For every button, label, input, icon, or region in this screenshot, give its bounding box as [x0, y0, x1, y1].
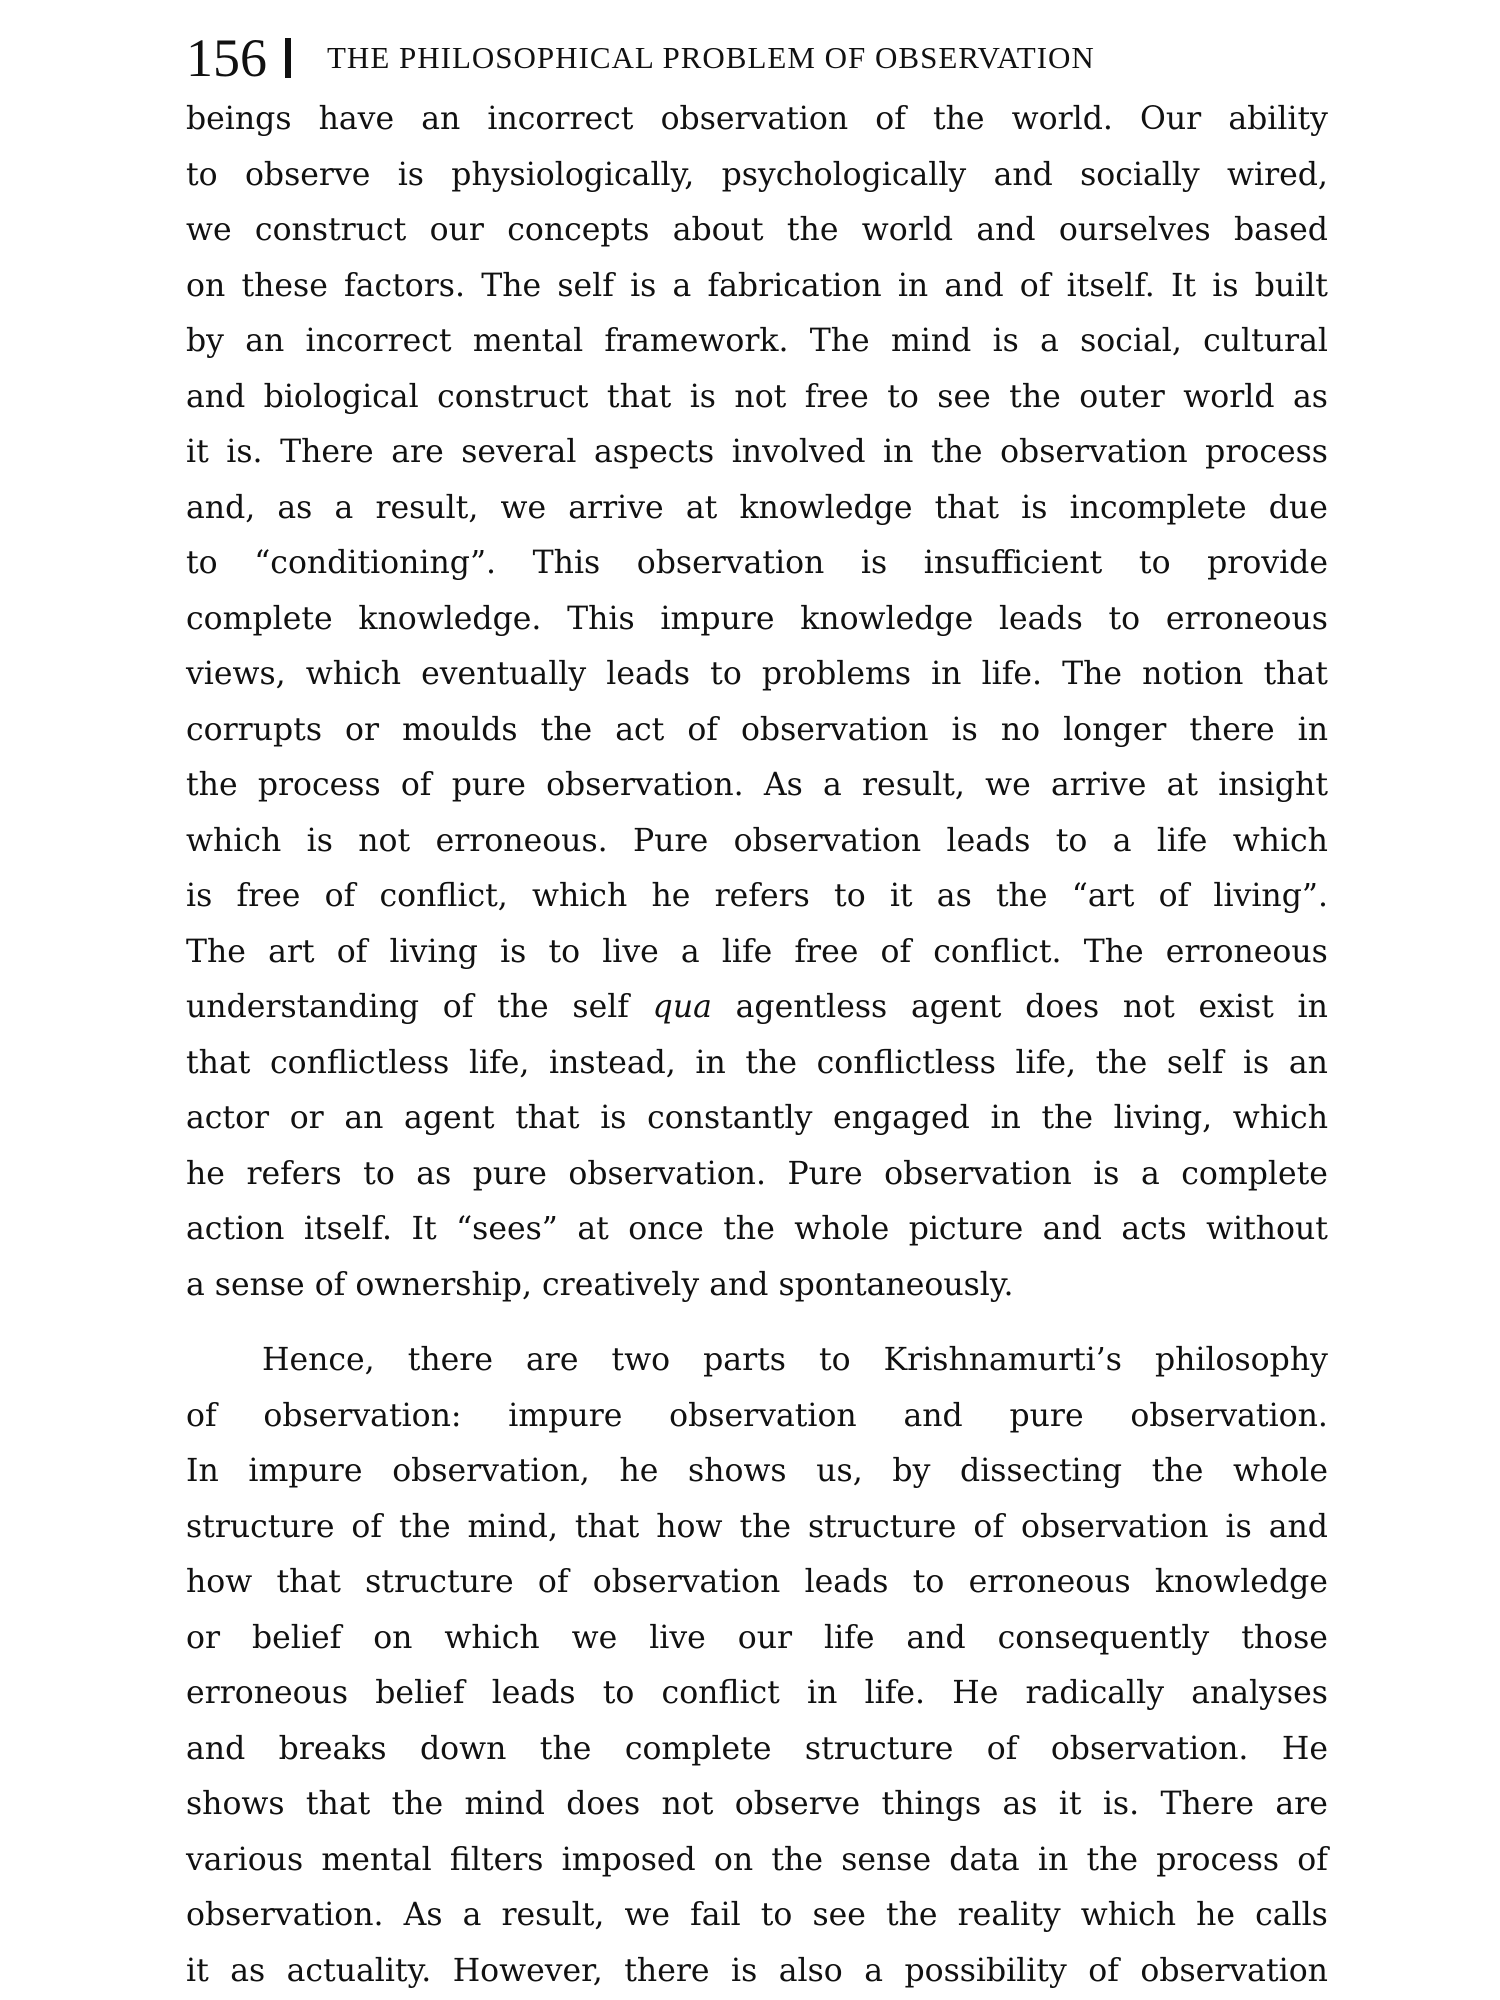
text-line: and biological construct that is not free to see the outer world as — [186, 378, 1328, 415]
text-line: complete knowledge. This impure knowledge leads to erroneous — [186, 600, 1328, 637]
page-number: 156 — [186, 28, 267, 88]
text-line: it is. There are several aspects involved in the observation process — [186, 434, 1328, 470]
text-line: by an incorrect mental framework. The mind is a social, cultural — [186, 323, 1328, 359]
text-line: of observation: impure observation and pure observation. — [186, 1397, 1328, 1434]
paragraph — [186, 1333, 1328, 1999]
text-line: is free of conflict, which he refers to it as the “art of living”. — [186, 878, 1328, 914]
text-line: shows that the mind does not observe things as it is. There are — [186, 1786, 1328, 1822]
running-head — [186, 30, 1328, 86]
text-line: Hence, there are two parts to Krishnamurti’s philosophy — [262, 1342, 1328, 1378]
body-text — [186, 92, 1328, 1999]
running-title: THE PHILOSOPHICAL PROBLEM OF OBSERVATION — [327, 40, 1095, 75]
text-line: we construct our concepts about the world and ourselves based — [186, 212, 1328, 248]
text-line: and breaks down the complete structure of observation. He — [186, 1730, 1328, 1767]
text-line: action itself. It “sees” at once the whole picture and acts without — [186, 1211, 1328, 1247]
text-line: various mental filters imposed on the sense data in the process of — [186, 1841, 1328, 1878]
text-line: he refers to as pure observation. Pure observation is a complete — [186, 1155, 1328, 1192]
paragraph — [186, 92, 1328, 1313]
text-line: actor or an agent that is constantly engaged in the living, which — [186, 1100, 1328, 1136]
text-line: how that structure of observation leads to erroneous knowledge — [186, 1564, 1328, 1600]
text-line: the process of pure observation. As a result, we arrive at insight — [186, 767, 1328, 803]
text-line: or belief on which we live our life and consequently those — [186, 1619, 1328, 1656]
text-line: that conflictless life, instead, in the conflictless life, the self is an — [186, 1044, 1328, 1081]
text-line: erroneous belief leads to conflict in life. He radically analyses — [186, 1675, 1328, 1711]
text-line: to observe is physiologically, psychologically and socially wired, — [186, 156, 1328, 193]
text-line: and, as a result, we arrive at knowledge that is incomplete due — [186, 489, 1328, 526]
text-line: it as actuality. However, there is also a possibility of observation — [186, 1952, 1328, 1989]
text-line: structure of the mind, that how the structure of observation is and — [186, 1508, 1328, 1545]
text-line: which is not erroneous. Pure observation leads to a life which — [186, 822, 1328, 859]
text-line: views, which eventually leads to problems in life. The notion that — [186, 656, 1328, 692]
text-line: In impure observation, he shows us, by dissecting the whole — [186, 1453, 1328, 1489]
text-line: to “conditioning”. This observation is insufficient to provide — [186, 545, 1328, 581]
text-line: observation. As a result, we fail to see the reality which he calls — [186, 1897, 1328, 1933]
text-line: on these factors. The self is a fabrication in and of itself. It is built — [186, 267, 1328, 304]
book-page — [186, 30, 1328, 1999]
header-divider — [285, 38, 291, 78]
text-line: understanding of the self qua agentless agent does not exist in — [186, 989, 1328, 1025]
text-line: beings have an incorrect observation of the world. Our ability — [186, 101, 1328, 137]
paragraph-gap — [186, 1313, 1328, 1333]
text-line: corrupts or moulds the act of observation is no longer there in — [186, 711, 1328, 748]
text-line: The art of living is to live a life free of conflict. The erroneous — [186, 933, 1328, 970]
text-line: a sense of ownership, creatively and spontaneously. — [186, 1266, 1014, 1303]
